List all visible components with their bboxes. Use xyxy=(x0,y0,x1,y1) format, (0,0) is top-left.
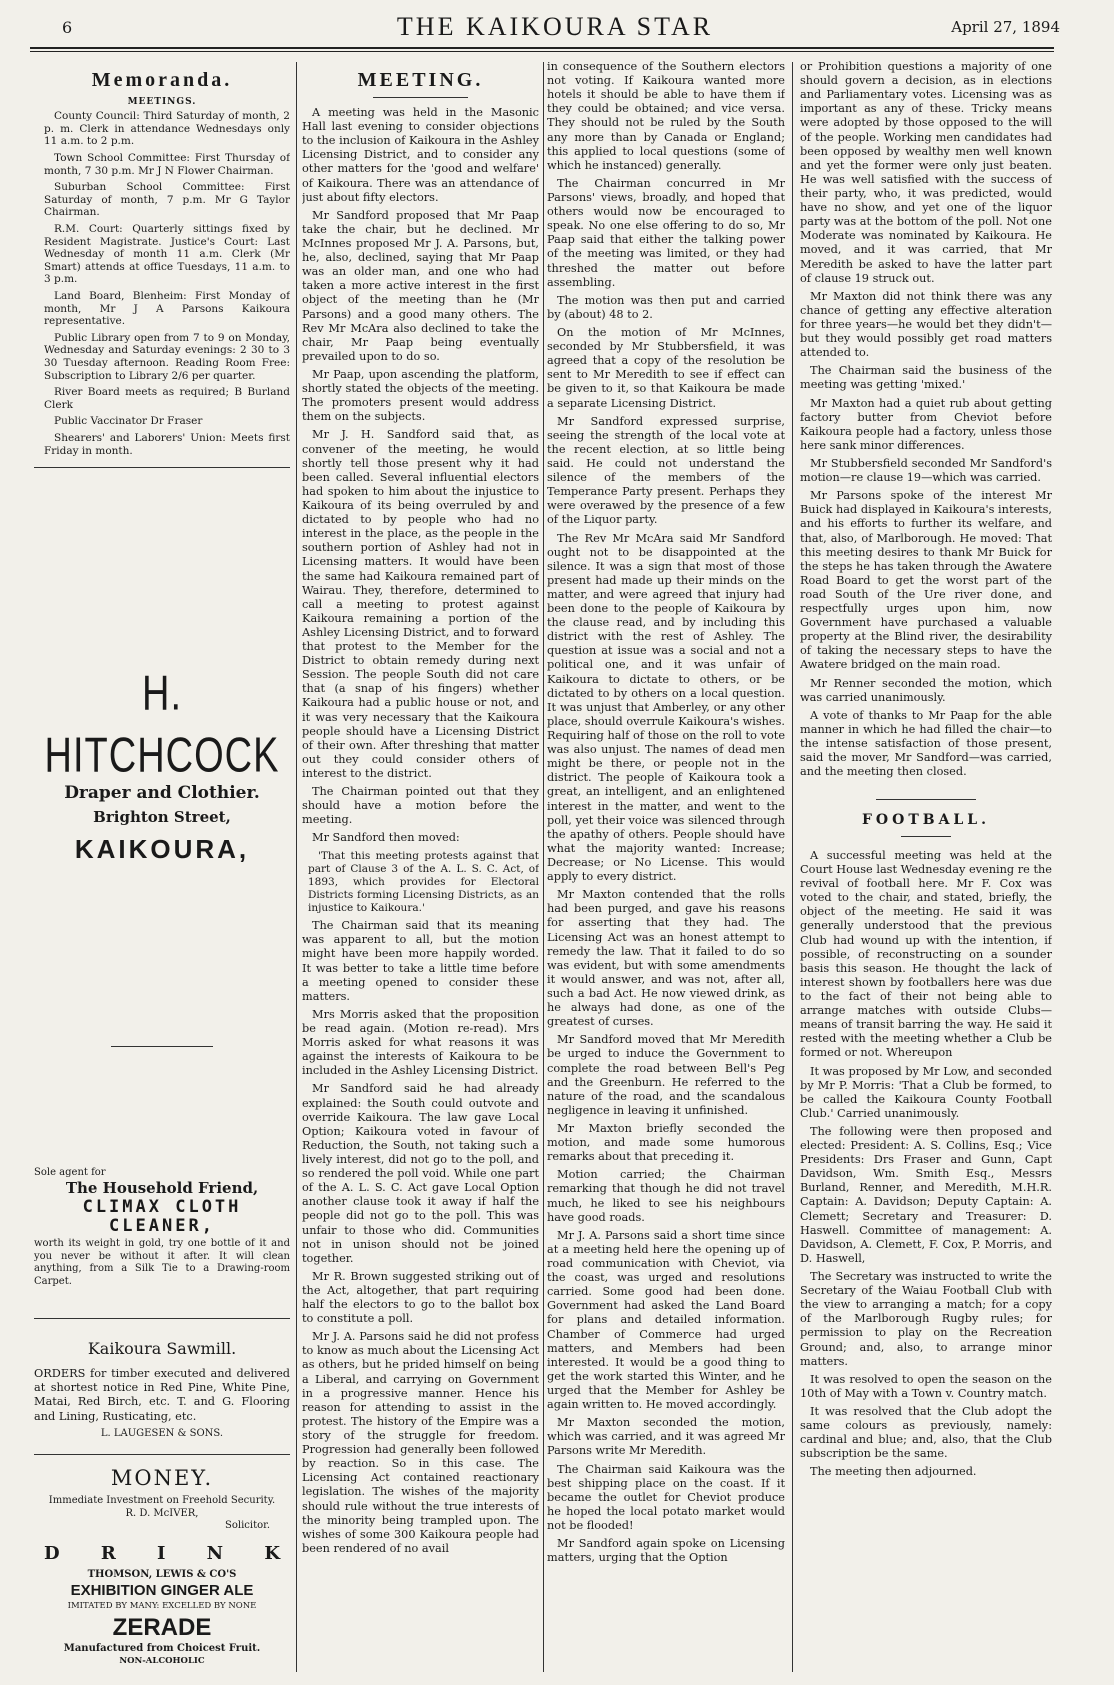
memo-item: River Board meets as required; B Burland Clerk xyxy=(44,386,290,411)
column-2 xyxy=(302,60,539,1675)
meeting-title: MEETING. xyxy=(357,69,484,91)
article-paragraph: The motion was then put and carried by (about) 48 to 2. xyxy=(547,293,785,321)
article-paragraph: Mr Maxton did not think there was any chance of getting any effective alteration for three years—he would bet they didn't—but they would possibly get road matters attended to. xyxy=(800,289,1052,360)
article-paragraph: Mr Maxton contended that the rolls had been purged, and gave his reasons for asserting that they had. The Licensing Act was an honest attempt to remedy the law. That it failed to do so was evident, but with some amendments it would answer, and was not, after all, such a bad Act. He now viewed drink, as he always had done, as one of the greatest of curses. xyxy=(547,888,785,1029)
memo-item: Public Vaccinator Dr Fraser xyxy=(54,415,203,428)
article-paragraph: It was resolved to open the season on the 10th of May with a Town v. Country match. xyxy=(800,1372,1052,1400)
hitchcock-advert xyxy=(34,666,290,866)
article-paragraph: A vote of thanks to Mr Paap for the able manner in which he had filled the chair—to the intense satisfaction of those present, said the mover, Mr Sandford—was carried, and the meeting then closed. xyxy=(800,708,1052,779)
hitchcock-trade: Draper and Clothier. xyxy=(64,783,260,804)
money-body: Immediate Investment on Freehold Security. xyxy=(48,1495,276,1507)
article-paragraph: Mr Paap, upon ascending the platform, shortly stated the objects of the meeting. The promoters present would address them on the subjects. xyxy=(302,367,539,424)
memoranda-title: Memoranda. xyxy=(91,69,233,91)
sawmill-owner: L. LAUGESEN & SONS. xyxy=(100,1427,224,1439)
memo-item: County Council: Third Saturday of month, 2 p. m. Clerk in attendance Wednesdays only 11 a.m. to 2 p.m. xyxy=(44,110,290,148)
article-paragraph: The Chairman said Kaikoura was the best shipping place on the coast. If it became the outlet for Cheviot produce he hoped the local potato market would not be flooded! xyxy=(547,1462,785,1532)
article-paragraph: Mrs Morris asked that the proposition be read again. (Motion re-read). Mrs Morris asked for what reasons it was against the interests of Kaikoura to be included in the Ashley Licensing District. xyxy=(302,1007,539,1078)
drink-tagline: IMITATED BY MANY: EXCELLED BY NONE xyxy=(67,1600,257,1611)
football-title: FOOTBALL. xyxy=(861,812,990,829)
article-paragraph: The Chairman said that its meaning was apparent to all, but the motion might have been more happily worded. It was better to take a little time before a meeting opened to consider these matters. xyxy=(302,919,539,1003)
article-paragraph: Motion carried; the Chairman remarking that though he did not travel much, he liked to see his neighbours have good roads. xyxy=(547,1168,785,1224)
drink-product: EXHIBITION GINGER ALE xyxy=(70,1581,254,1599)
masthead-rule xyxy=(30,47,1054,52)
drink-advert xyxy=(34,1543,290,1667)
memo-item: Shearers' and Laborers' Union: Meets first Friday in month. xyxy=(44,431,290,457)
divider xyxy=(34,467,290,468)
article-paragraph: The Chairman pointed out that they should have a motion before the meeting. xyxy=(302,785,539,827)
article-paragraph: Mr Stubbersfield seconded Mr Sandford's motion—re clause 19—which was carried. xyxy=(800,456,1052,485)
article-paragraph: Mr Renner seconded the motion, which was carried unanimously. xyxy=(800,676,1052,704)
column-divider xyxy=(543,62,544,1672)
money-title: MONEY. xyxy=(110,1466,214,1491)
article-paragraph: Mr J. A. Parsons said he did not profess to know as much about the Licensing Act as others, but he prided himself on being a Liberal, and carrying on Government in a progressive manner. Hence his reason for attending to assist in the protest. The history of the Empire was a story of the struggle for freedom. Progression had generally been followed by reaction. So in this case. The Licensing Act contained reactionary legislation. The wishes of the majority should rule without the true interests of the minority being trampled upon. The wishes of some 300 Kaikoura people had been rendered of no avail xyxy=(302,1330,539,1555)
drink-nonalcoholic: NON-ALCOHOLIC xyxy=(119,1655,205,1666)
hitchcock-street: Brighton Street, xyxy=(93,808,231,827)
article-quote: 'That this meeting protests against that part of Clause 3 of the A. L. S. C. Act, of 1893, which provides for Electoral Districts forming Licensing Districts, as an injustice to Kaikoura.' xyxy=(308,849,539,915)
divider xyxy=(111,1046,213,1047)
article-paragraph: The Secretary was instructed to write the Secretary of the Waiau Football Club with the view to arranging a match; for a copy of the Marlborough Rugby rules; for permission to play on the Recreation Ground; and, also, to arrange minor matters. xyxy=(800,1270,1052,1368)
column-1 xyxy=(34,60,290,1675)
memo-item: R.M. Court: Quarterly sittings fixed by Resident Magistrate. Justice's Court: Last Wednesday of month 11 a.m. Clerk (Mr Smart) attends at office Tuesdays, 11 a.m. to 3 p.m. xyxy=(44,223,290,286)
sawmill-advert xyxy=(34,1339,290,1440)
newspaper-title: THE KAIKOURA STAR xyxy=(396,12,714,41)
cleaner-name-1: CLIMAX CLOTH xyxy=(82,1196,242,1217)
memo-item: Public Library open from 7 to 9 on Monday, Wednesday and Saturday evenings: 2 30 to 3 30 Tuesday afternoon. Reading Room Free: Subscription to Library 2/6 per quarter. xyxy=(44,331,290,382)
article-paragraph: Mr Maxton had a quiet rub about getting factory butter from Cheviot before Kaikoura people had a factory, unless those here sank minor differences. xyxy=(800,396,1052,452)
article-paragraph: Mr Sandford proposed that Mr Paap take the chair, but he declined. Mr McInnes proposed Mr J. A. Parsons, but, he, also, declined, saying that Mr Paap was an older man, and one who had taken a more active interest in the first object of the meeting than he (Mr Parsons) and a good many others. The Rev Mr McAra also declined to take the chair, Mr Paap being eventually prevailed upon to do so. xyxy=(302,208,539,363)
article-paragraph: Mr J. H. Sandford said that, as convener of the meeting, he would shortly tell those present why it had been called. Several influential electors had spoken to him about the injustice to Kaikoura of its being overruled by and dictated to by people who had no interest in the place, as the people in the southern portion of Ashley had not in Licensing matters. It would have been the same had Kaikoura remained part of Wairau. They, therefore, determined to call a meeting to protest against Kaikoura remaining a portion of the Ashley Licensing District, and to forward that protest to the Member for the District to obtain remedy during next Session. The people South did not care that (a snap of his fingers) whether Kaikoura had a public house or not, and it was very necessary that the Kaikoura people should have a Licensing District of their own. After threshing that matter out they could consider others of interest to the district. xyxy=(302,428,539,781)
drink-maker: THOMSON, LEWIS & CO'S xyxy=(87,1569,237,1581)
drink-letter: R xyxy=(100,1542,116,1564)
issue-date: April 27, 1894 xyxy=(951,18,1060,36)
hitchcock-town: KAIKOURA, xyxy=(74,834,250,865)
page-number: 6 xyxy=(62,18,73,37)
hitchcock-name: H. HITCHCOCK xyxy=(44,666,280,783)
drink-letter: I xyxy=(157,1542,166,1564)
cleaner-agent: Sole agent for xyxy=(34,1166,106,1178)
money-advert xyxy=(34,1465,290,1533)
article-paragraph: in consequence of the Southern electors not voting. If Kaikoura wanted more hotels it should be able to have them if they could be obtained; and vice versa. They should not be ruled by the South any more than by Canada or England; this applied to local questions (some of which he instanced) generally. xyxy=(547,60,785,172)
article-paragraph: The meeting then adjourned. xyxy=(810,1465,977,1479)
article-paragraph: Mr Maxton briefly seconded the motion, and made some humorous remarks about that preceding it. xyxy=(547,1121,785,1164)
divider xyxy=(901,836,951,837)
article-paragraph: Mr Sandford moved that Mr Meredith be urged to induce the Government to complete the road between Bell's Peg and the Greenburn. He referred to the nature of the road, and the scandalous negligence in leaving it unfinished. xyxy=(547,1033,785,1117)
article-paragraph: Mr Sandford again spoke on Licensing matters, urging that the Option xyxy=(547,1537,785,1565)
memo-item: Town School Committee: First Thursday of month, 7 30 p.m. Mr J N Flower Chairman. xyxy=(44,152,290,177)
drink-letters xyxy=(34,1543,290,1566)
article-paragraph: Mr J. A. Parsons said a short time since at a meeting held here the opening up of road communication with Cheviot, via the coast, was urged and resolutions carried. Some good had been done. Government had asked the Land Board for plans and detailed information. Chamber of Commerce had urged matters, and Members had been interested. It would be a good thing to get the work started this Winter, and he urged that the Member for Ashley be again written to. He moved accordingly. xyxy=(547,1228,785,1412)
drink-zerade: ZERADE xyxy=(112,1614,212,1642)
column-4 xyxy=(800,60,1052,1675)
article-paragraph: On the motion of Mr McInnes, seconded by Mr Stubbersfield, it was agreed that a copy of the resolution be sent to Mr Meredith to see if effect can be given to it, so that Kaikoura be made a separate Licensing District. xyxy=(547,325,785,410)
article-paragraph: The Chairman said the business of the meeting was getting 'mixed.' xyxy=(800,364,1052,392)
article-paragraph: A meeting was held in the Masonic Hall last evening to consider objections to the inclusion of Kaikoura in the Ashley Licensing District, and to consider any other matters for the 'good and welfare' of Kaikoura. There was an attendance of just about fifty electors. xyxy=(302,106,539,204)
column-3 xyxy=(547,60,785,1675)
article-paragraph: A successful meeting was held at the Court House last Wednesday evening re the revival of football here. Mr F. Cox was voted to the chair, and stated, briefly, the object of the meeting. He said it was generally understood that the previous Club had wound up with the intention, if possible, of reconstructing on a sounder basis this season. He thought the lack of interest shown by footballers here was due to the fact of their not being able to arrange matches with outside Clubs—means of transit barring the way. He said it rested with the meeting whether a Club be formed or not. Whereupon xyxy=(800,848,1052,1060)
article-paragraph: Mr Sandford expressed surprise, seeing the strength of the local vote at the recent election, at so little being said. He could not understand the silence of the members of the Temperance Party present. Perhaps they were overawed by the presence of a few of the Liquor party. xyxy=(547,414,785,527)
sawmill-title: Kaikoura Sawmill. xyxy=(87,1339,237,1359)
divider xyxy=(34,1318,290,1319)
money-name: R. D. McIVER, xyxy=(125,1507,199,1519)
article-paragraph: Mr Parsons spoke of the interest Mr Buick had displayed in Kaikoura's interests, and his efforts to further its welfare, and that, also, of Marlborough. He moved: That this meeting desires to thank Mr Buick for the steps he has taken through the Awatere Road Board to get the worst part of the road South of the Ure river done, and respectfully urges upon him, now Government have purchased a valuable property at the Blind river, the desirability of taking the necessary steps to have the Awatere bridged on the main road. xyxy=(800,489,1052,672)
article-paragraph: The Chairman concurred in Mr Parsons' views, broadly, and hoped that others would now be encouraged to speak. No one else offering to do so, Mr Paap said that either the talking power of the meeting was limited, or they had threshed the matter out before assembling. xyxy=(547,176,785,289)
money-role: Solicitor. xyxy=(225,1520,270,1532)
drink-letter: N xyxy=(206,1542,224,1564)
cleaner-body: worth its weight in gold, try one bottle of it and you never be without it after. It will clean anything, from a Silk Tie to a Drawing-room Carpet. xyxy=(34,1238,290,1287)
memo-item: Suburban School Committee: First Saturday of month, 7 p.m. Mr G Taylor Chairman. xyxy=(44,181,290,219)
column-divider xyxy=(296,62,297,1672)
article-paragraph: It was proposed by Mr Low, and seconded by Mr P. Morris: 'That a Club be formed, to be called the Kaikoura County Football Club.' Carried unanimously. xyxy=(800,1064,1052,1120)
memo-item: Land Board, Blenheim: First Monday of month, Mr J A Parsons Kaikoura representative. xyxy=(44,289,290,328)
drink-fruit: Manufactured from Choicest Fruit. xyxy=(63,1643,261,1655)
cleaner-name-2: CLEANER, xyxy=(109,1215,215,1236)
cleaner-advert xyxy=(34,1167,290,1289)
article-paragraph: Mr Sandford then moved: xyxy=(312,831,460,845)
article-paragraph: or Prohibition questions a majority of one should govern a decision, as in elections and Parliamentary votes. Licensing was as important as any of these. Tricky means were adopted by those opposed to the will of the people. Working men candidates had been opposed by wealthy men well known and yet the former were only just beaten. He was well satisfied with the success of their party, who, it was predicted, would have no show, and yet one of the liquor party was at the bottom of the poll. Not one Moderate was nominated by Kaikoura. He moved, and it was carried, that Mr Meredith be asked to have the latter part of clause 19 struck out. xyxy=(800,60,1052,285)
memoranda-list xyxy=(34,110,290,457)
column-divider xyxy=(792,62,793,1672)
divider xyxy=(34,1454,290,1455)
article-paragraph: Mr Maxton seconded the motion, which was carried, and it was agreed Mr Parsons write Mr Meredith. xyxy=(547,1416,785,1458)
article-paragraph: Mr Sandford said he had already explained: the South could outvote and override Kaikoura. The law gave Local Option; Kaikoura voted in favour of Reduction, the South, not taking such a lively interest, did not go to the poll, and so rendered the poll void. While one part of the A. L. S. C. Act gave Local Option another clause took it away if half the people did not go to the poll. This was unfair to those who did. Communities not in unison should not be joined together. xyxy=(302,1082,539,1265)
divider xyxy=(373,97,468,98)
memoranda-subtitle: MEETINGS. xyxy=(127,97,197,107)
divider xyxy=(876,799,977,800)
article-paragraph: Mr R. Brown suggested striking out of the Act, altogether, that part requiring half the electors to go to the ballot box to constitute a poll. xyxy=(302,1269,539,1326)
cleaner-product: The Household Friend, xyxy=(65,1179,259,1198)
drink-letter: K xyxy=(264,1542,280,1564)
article-paragraph: The Rev Mr McAra said Mr Sandford ought not to be disappointed at the silence. It was a sign that most of those present had made up their minds on the matter, and were agreed that injury had been done to the people of Kaikoura by the clause read, and by including this district with the rest of Ashley. The question at issue was a social and not a political one, and it was unfair of Kaikoura to dictate to others, or be dictated to by others on a local question. It was unjust that Amberley, or any other place, should overrule Kaikoura's wishes. Requiring half of those on the roll to vote was also unjust. The names of dead men might be there, or people not in the district. The people of Kaikoura took a great, an intelligent, and an enlightened interest in the matter, and went to the poll, yet their voice was silenced through the apathy of others. People should have what the majority wanted: Increase; Decrease; or No License. This would apply to every district. xyxy=(547,531,785,884)
article-paragraph: The following were then proposed and elected: President: A. S. Collins, Esq.; Vice Presidents: Drs Fraser and Gunn, Capt Davidson, Wm. Smith Esq., Messrs Burland, Renner, and Meredith, M.H.R. Captain: A. Davidson; Deputy Captain: A. Clemett; Secretary and Treasurer: D. Haswell. Committee of management: A. Davidson, A. Clemett, F. Cox, P. Morris, and D. Haswell, xyxy=(800,1124,1052,1265)
drink-letter: D xyxy=(44,1542,60,1564)
sawmill-body: ORDERS for timber executed and delivered at shortest notice in Red Pine, White Pine, Matai, Red Birch, etc. T. and G. Flooring and Lining, Rusticating, etc. xyxy=(34,1367,290,1423)
article-paragraph: It was resolved that the Club adopt the same colours as previously, namely: cardinal and blue; and, also, that the Club subscription be the same. xyxy=(800,1405,1052,1461)
